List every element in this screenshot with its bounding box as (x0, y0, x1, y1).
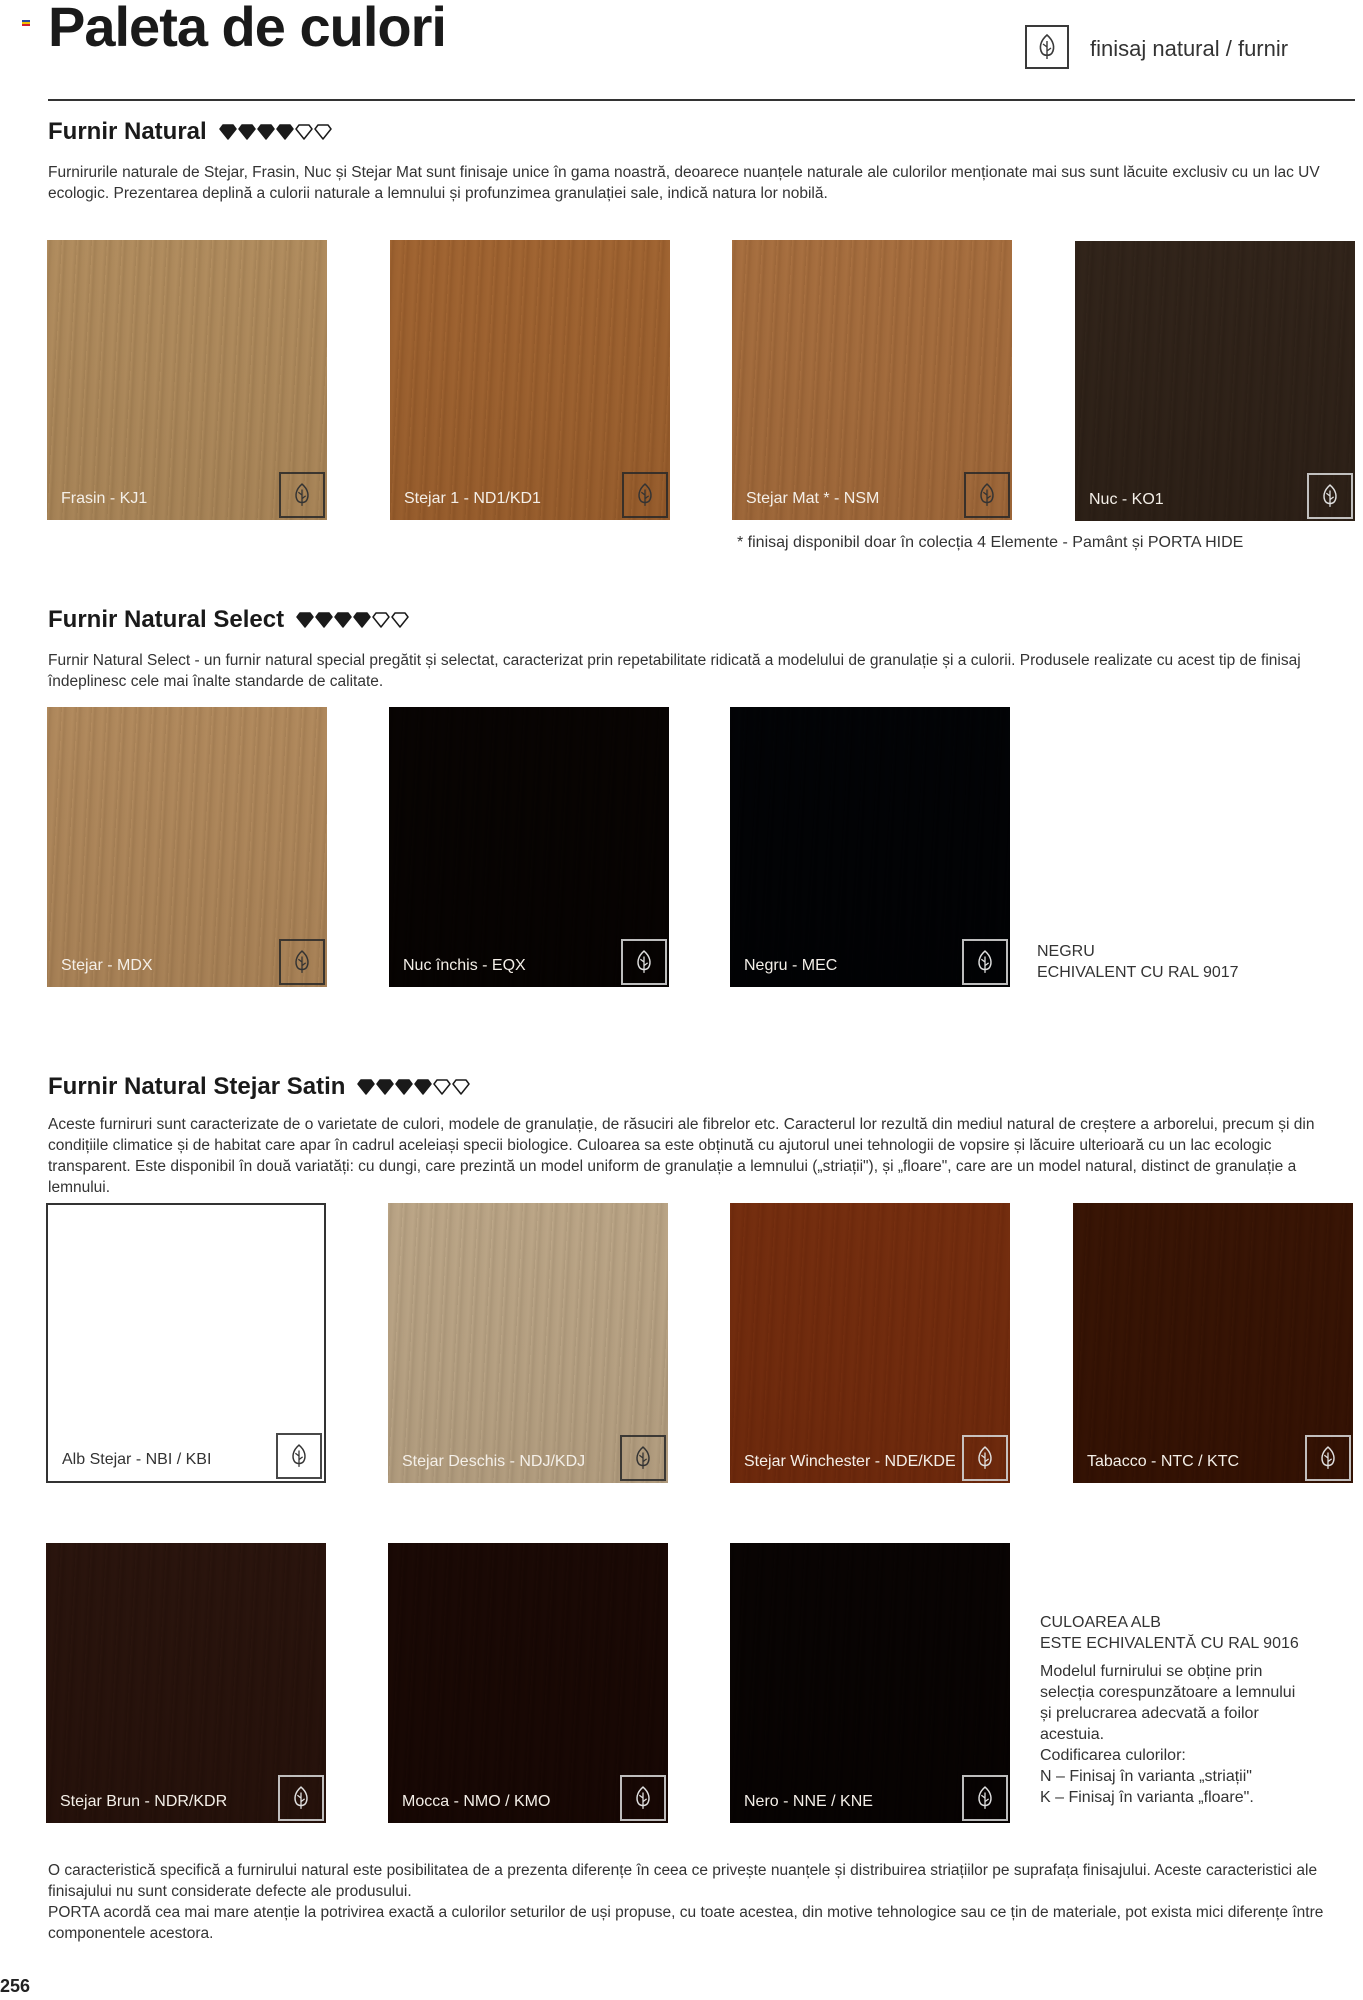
page-number: 256 (0, 1976, 31, 1996)
swatch-label: Stejar - MDX (61, 957, 153, 974)
leaf-icon (635, 482, 655, 508)
leaf-icon (292, 482, 312, 508)
ral-note-negru (1037, 941, 1239, 983)
swatch-nuc[interactable] (1075, 241, 1355, 521)
leaf-icon (1320, 483, 1340, 509)
footer-disclaimer (48, 1860, 1358, 1944)
leaf-icon (975, 949, 995, 975)
note-line: Codificarea culorilor: (1040, 1747, 1186, 1764)
diamond-outline-icon (314, 124, 332, 140)
leaf-icon (292, 949, 312, 975)
natural-finish-badge (622, 472, 668, 518)
section-description: Furnir Natural Select - un furnir natural special pregătit și selectat, caracterizat prin repetabilitate ridicată a modelului de granulație și a culorii. Produsele realizate cu acest tip de finisaj îndeplinesc cele mai înalte standarde de calitate. (48, 652, 1301, 690)
section-title-furnir-natural-select (48, 606, 409, 634)
diamond-filled-icon (353, 612, 371, 628)
leaf-icon (975, 1445, 995, 1471)
leaf-icon (291, 1785, 311, 1811)
flag-icon (22, 20, 30, 26)
diamond-outline-icon (295, 124, 313, 140)
diamond-outline-icon (452, 1079, 470, 1095)
leaf-icon (634, 949, 654, 975)
swatch-stejar-mdx[interactable] (47, 707, 327, 987)
natural-finish-badge (1025, 25, 1069, 69)
note-line: CULOAREA ALB (1040, 1614, 1161, 1631)
swatch-label: Mocca - NMO / KMO (402, 1793, 551, 1810)
swatch-tabacco[interactable] (1073, 1203, 1353, 1483)
swatch-label: Nuc închis - EQX (403, 957, 526, 974)
diamond-outline-icon (391, 612, 409, 628)
swatch-label: Stejar Brun - NDR/KDR (60, 1793, 228, 1810)
section-title-furnir-natural (48, 118, 332, 146)
diamond-filled-icon (238, 124, 256, 140)
note-line: acestuia. (1040, 1726, 1105, 1743)
diamond-filled-icon (257, 124, 275, 140)
diamond-outline-icon (372, 612, 390, 628)
swatch-stejar-brun[interactable] (46, 1543, 326, 1823)
swatch-label: Alb Stejar - NBI / KBI (62, 1451, 212, 1468)
natural-finish-badge (964, 472, 1010, 518)
badge-label: finisaj natural / furnir (1090, 36, 1289, 61)
natural-finish-badge (279, 939, 325, 985)
section-title-text: Furnir Natural (48, 118, 207, 145)
section-title-text: Furnir Natural Select (48, 606, 285, 633)
swatch-stejar-mat[interactable] (732, 240, 1012, 520)
durability-rating (357, 1079, 470, 1095)
note-line: selecția corespunzătoare a lemnului (1040, 1684, 1296, 1701)
section-description: Aceste furniruri sunt caracterizate de o varietate de culori, modele de granulație, de răsuciri ale fibrelor etc. Caracterul lor rezultă din mediul natural de creștere a arborelui, precum și din condițiile climatice și de habitat care apar în cadrul aceleiași specii biologice. Culoarea sa este obținută cu ajutorul unei tehnologii de vopsire și lăcuire ulterioară cu un lac ecologic transparent. Este disponibil în două variatăți: cu dungi, care prezintă un model uniform de granulație a lemnului („striații"), și „floare", care are un model natural, distinct de granulație a lemnului. (48, 1116, 1315, 1196)
diamond-outline-icon (433, 1079, 451, 1095)
swatch-label: Tabacco - NTC / KTC (1087, 1453, 1240, 1470)
natural-finish-badge (621, 939, 667, 985)
swatch-mocca[interactable] (388, 1543, 668, 1823)
leaf-icon (633, 1785, 653, 1811)
swatch-label: Stejar Winchester - NDE/KDE (744, 1453, 956, 1470)
diamond-filled-icon (357, 1079, 375, 1095)
natural-finish-badge (276, 1433, 322, 1479)
note-line: ECHIVALENT CU RAL 9017 (1037, 964, 1239, 981)
swatch-label: Nero - NNE / KNE (744, 1793, 873, 1810)
diamond-filled-icon (219, 124, 237, 140)
swatch-label: Stejar Deschis - NDJ/KDJ (402, 1453, 586, 1470)
natural-finish-badge (620, 1775, 666, 1821)
page-title: Paleta de culori (48, 0, 446, 58)
swatch-stejar-deschis[interactable] (388, 1203, 668, 1483)
note-line: Modelul furnirului se obține prin (1040, 1663, 1263, 1680)
swatch-label: Stejar Mat * - NSM (746, 490, 880, 507)
diamond-filled-icon (315, 612, 333, 628)
note-line: și prelucrarea adecvată a foilor (1040, 1705, 1259, 1722)
natural-finish-badge (1307, 473, 1353, 519)
leaf-icon (633, 1445, 653, 1471)
swatch-alb-stejar[interactable] (46, 1203, 326, 1483)
diamond-filled-icon (376, 1079, 394, 1095)
swatch-nuc-inchis[interactable] (389, 707, 669, 987)
ral-note-alb (1040, 1612, 1299, 1808)
diamond-filled-icon (414, 1079, 432, 1095)
swatch-label: Nuc - KO1 (1089, 491, 1164, 508)
swatch-stejar-1[interactable] (390, 240, 670, 520)
footer-paragraph: O caracteristică specifică a furnirului natural este posibilitatea de a prezenta diferențe în ceea ce privește nuanțele și distribuirea striațiilor pe suprafața finisajului. Aceste caracteristici ale finisajului nu sunt considerate defecte ale produsului. (48, 1862, 1318, 1900)
note-line: NEGRU (1037, 943, 1095, 960)
swatch-negru[interactable] (730, 707, 1010, 987)
note-line: ESTE ECHIVALENTĂ CU RAL 9016 (1040, 1635, 1299, 1652)
diamond-filled-icon (334, 612, 352, 628)
natural-finish-badge (1305, 1435, 1351, 1481)
natural-finish-badge (962, 1775, 1008, 1821)
section-title-text: Furnir Natural Stejar Satin (48, 1073, 346, 1100)
natural-finish-badge (962, 939, 1008, 985)
natural-finish-badge (278, 1775, 324, 1821)
leaf-icon (1318, 1445, 1338, 1471)
header-divider (48, 99, 1355, 101)
swatch-label: Stejar 1 - ND1/KD1 (404, 490, 541, 507)
section-description: Furnirurile naturale de Stejar, Frasin, Nuc și Stejar Mat sunt finisaje unice în gama noastră, deoarece nuanțele naturale ale culorilor menționate mai sus sunt lăcuite exclusiv cu un lac UV ecologic. Prezentarea deplină a culorii naturale a lemnului și profunzimea granulației sale, indică natura lor nobilă. (48, 164, 1320, 202)
leaf-icon (1036, 33, 1058, 61)
swatch-nero[interactable] (730, 1543, 1010, 1823)
natural-finish-badge (962, 1435, 1008, 1481)
swatch-frasin[interactable] (47, 240, 327, 520)
diamond-filled-icon (395, 1079, 413, 1095)
section-title-stejar-satin (48, 1073, 470, 1101)
note-line: N – Finisaj în varianta „striații" (1040, 1768, 1252, 1785)
swatch-label: Frasin - KJ1 (61, 490, 148, 507)
leaf-icon (289, 1443, 309, 1469)
diamond-filled-icon (276, 124, 294, 140)
natural-finish-badge (620, 1435, 666, 1481)
footer-paragraph: PORTA acordă cea mai mare atenție la potrivirea exactă a culorilor seturilor de uși propuse, cu toate acestea, din motive tehnologice sau ce țin de materiale, pot exista mici diferențe între componentele acestora. (48, 1904, 1324, 1942)
swatch-label: Negru - MEC (744, 957, 838, 974)
leaf-icon (977, 482, 997, 508)
natural-finish-badge (279, 472, 325, 518)
footnote: * finisaj disponibil doar în colecția 4 Elemente - Pamânt și PORTA HIDE (737, 534, 1244, 551)
durability-rating (296, 612, 409, 628)
diamond-filled-icon (296, 612, 314, 628)
durability-rating (219, 124, 332, 140)
leaf-icon (975, 1785, 995, 1811)
note-line: K – Finisaj în varianta „floare". (1040, 1789, 1254, 1806)
swatch-stejar-winchester[interactable] (730, 1203, 1010, 1483)
